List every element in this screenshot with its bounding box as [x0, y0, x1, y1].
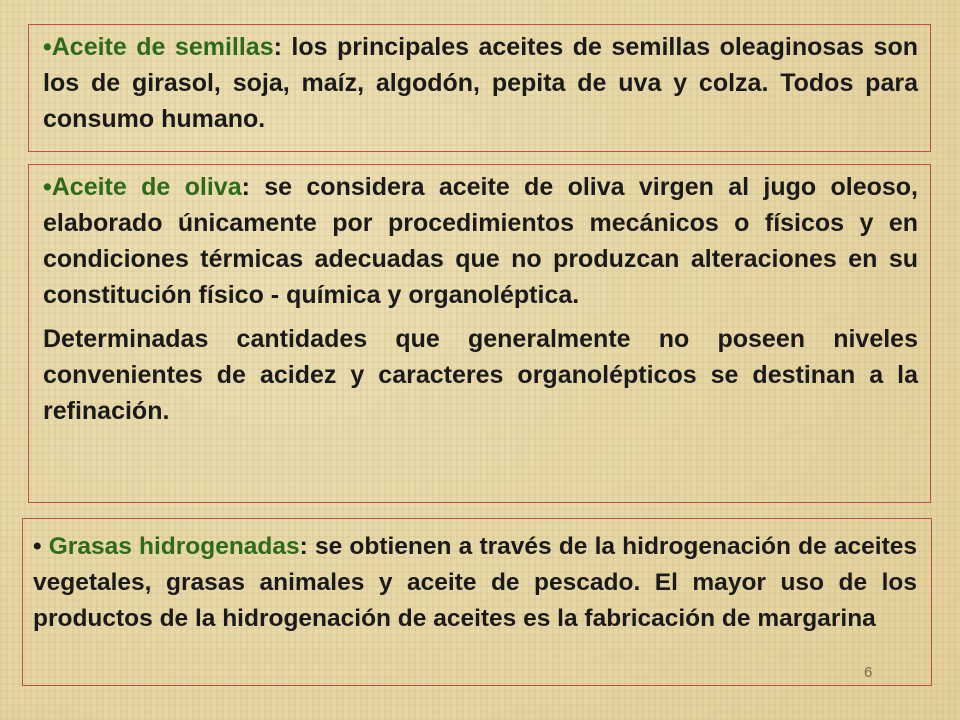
- paragraph-aceite-de-oliva: [43, 169, 918, 313]
- term-aceite-de-oliva: •Aceite de oliva: [43, 173, 242, 201]
- paragraph-aceite-de-semillas: [43, 29, 918, 137]
- paragraph-grasas-hidrogenadas: [33, 529, 917, 637]
- bullet: •: [33, 533, 42, 560]
- section-aceite-de-semillas: [28, 24, 931, 152]
- term-aceite-de-semillas: •Aceite de semillas: [43, 33, 274, 61]
- body-grasas-hidrogenadas: se obtienen a través de la hidrogenación de aceites vegetales, grasas animales y aceite de pescado. El mayor uso de los productos de la hidrogenación de aceites es la fabricación de margarina: [33, 533, 917, 632]
- colon: :: [273, 33, 282, 61]
- term-grasas-hidrogenadas: Grasas hidrogenadas: [41, 533, 300, 560]
- paragraph-refinacion: Determinadas cantidades que generalmente no poseen niveles convenientes de acidez y caracteres organolépticos se destinan a la refinación.: [43, 325, 918, 425]
- body-aceite-de-semillas: los principales aceites de semillas oleaginosas son los de girasol, soja, maíz, algodón, pepita de uva y colza. Todos para consumo humano.: [43, 33, 918, 133]
- section-grasas-hidrogenadas: [22, 518, 932, 686]
- section-aceite-de-oliva: [28, 164, 931, 503]
- colon: :: [241, 173, 250, 201]
- page-number: 6: [864, 664, 873, 681]
- colon: :: [299, 533, 308, 560]
- body-aceite-de-oliva: se considera aceite de oliva virgen al jugo oleoso, elaborado únicamente por procedimientos mecánicos o físicos y en condiciones térmicas adecuadas que no produzcan alteraciones en su constitución físico - química y organoléptica.: [43, 173, 919, 309]
